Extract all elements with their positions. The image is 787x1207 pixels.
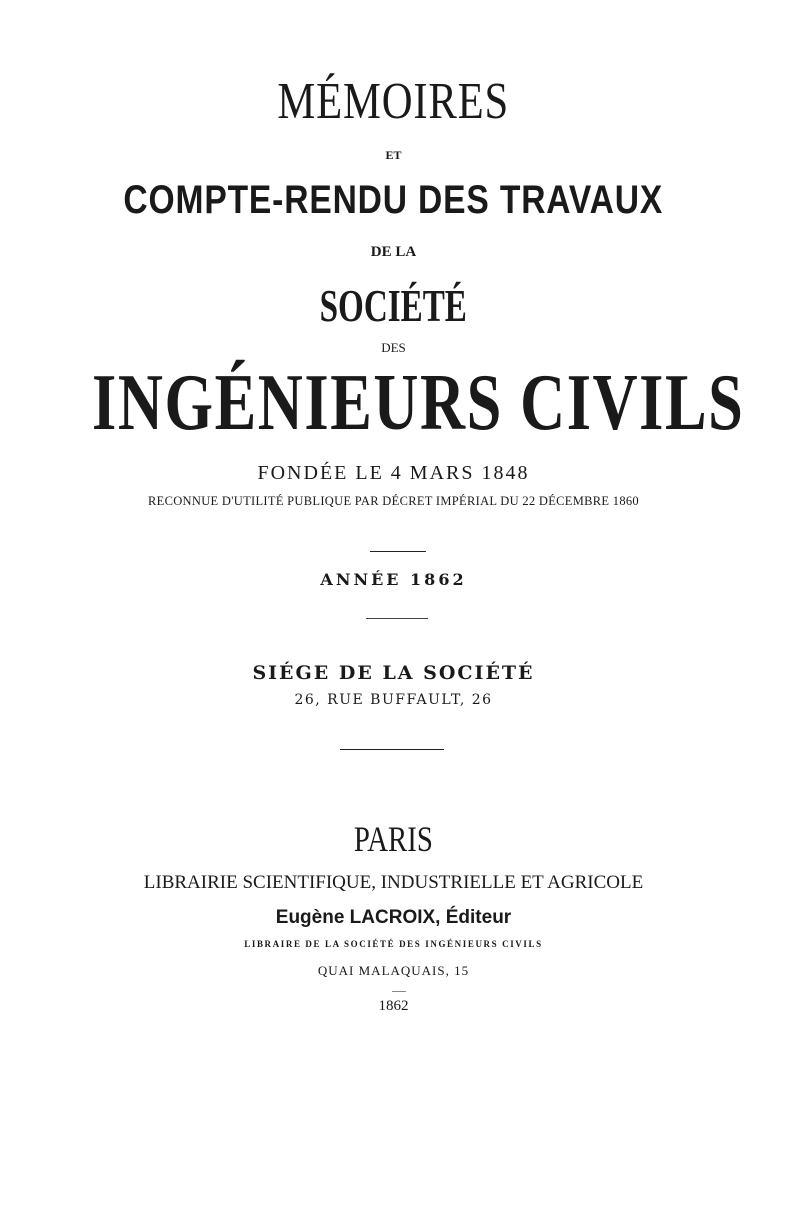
memoires-text: MÉMOIRES [277, 73, 510, 130]
society-seat: SIÉGE DE LA SOCIÉTÉ [252, 662, 535, 684]
publisher-editor: Eugène LACROIX, Éditeur [275, 907, 512, 928]
divider-rule [392, 991, 406, 992]
ingenieurs-civils-text: INGÉNIEURS CIVILS [92, 359, 745, 447]
heading-memoires [0, 72, 787, 131]
paris-text: PARIS [354, 819, 433, 859]
heading-compte-rendu [0, 178, 787, 223]
founded-date: FONDÉE LE 4 MARS 1848 [257, 462, 530, 484]
city-paris [0, 818, 787, 860]
divider-rule [340, 749, 444, 750]
societe-text: SOCIÉTÉ [319, 280, 468, 331]
publication-year: 1862 [378, 998, 409, 1014]
divider-rule [370, 551, 426, 552]
bookseller-note: LIBRAIRE DE LA SOCIÉTÉ DES INGÉNIEURS CIVILS [244, 939, 543, 949]
heading-societe [0, 279, 787, 332]
public-utility-decree: RECONNUE D'UTILITÉ PUBLIQUE PAR DÉCRET IMPÉRIAL DU 22 DÉCEMBRE 1860 [148, 494, 639, 508]
divider-rule [366, 618, 428, 619]
publisher-library: LIBRAIRIE SCIENTIFIQUE, INDUSTRIELLE ET AGRICOLE [143, 872, 644, 893]
compte-rendu-text: COMPTE-RENDU DES TRAVAUX [123, 178, 664, 222]
des-text: DES [381, 340, 406, 355]
publisher-address: QUAI MALAQUAIS, 15 [317, 963, 470, 978]
de-la-text: DE LA [370, 244, 417, 260]
year-label: ANNÉE 1862 [320, 570, 467, 589]
heading-ingenieurs-civils [0, 358, 787, 449]
society-address: 26, RUE BUFFAULT, 26 [294, 692, 493, 708]
conjunction-et: ET [385, 148, 402, 162]
